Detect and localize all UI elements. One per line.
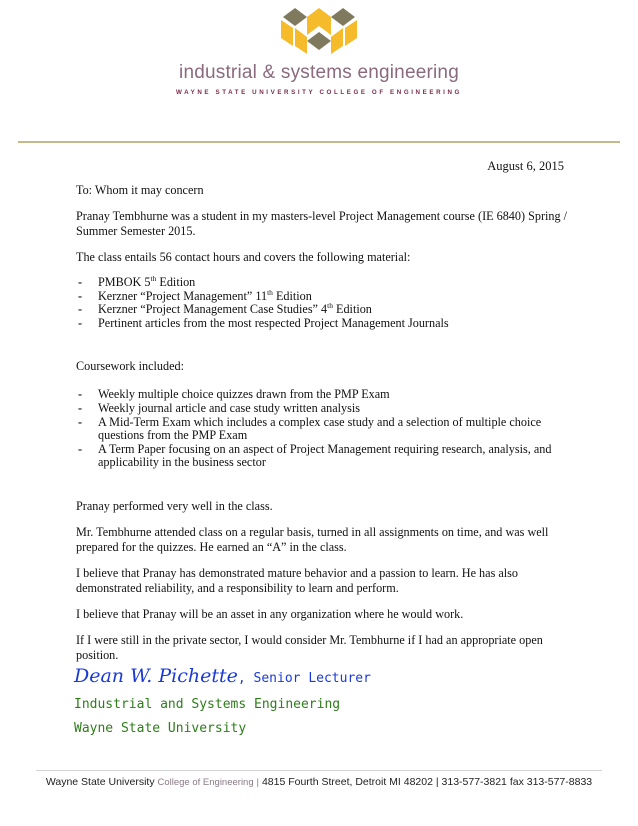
footer-contact: 4815 Fourth Street, Detroit MI 48202 | 313-577-3821 fax 313-577-8833 [261,776,593,788]
footer-org: Wayne State University [45,776,155,788]
list-item: - Kerzner “Project Management” 11th Edition [76,290,571,304]
list-item: - Pertinent articles from the most respected Project Management Journals [76,317,571,331]
salutation: To: Whom it may concern [76,183,204,197]
logo-gold-face-1 [319,8,331,35]
signature-university: Wayne State University [74,721,247,736]
signature-name: Dean W. Pichette [74,665,238,687]
brand-tagline: WAYNE STATE UNIVERSITY COLLEGE OF ENGINEERING [176,89,462,96]
list-item: - Kerzner “Project Management Case Studies” 4th Edition [76,303,571,317]
footer-divider [36,770,602,771]
logo-gold-face-4 [281,20,293,46]
logo-gray-diamond-left [283,8,307,26]
logo-gold-face-3 [295,28,307,54]
header-divider [18,141,620,143]
logo-gray-diamond-right [331,8,355,26]
logo-gold-face-6 [345,20,357,46]
logo-gold-face-5 [331,28,343,54]
list-item: - PMBOK 5th Edition [76,276,571,290]
signature-name-line [74,665,371,687]
signature-title: , Senior Lecturer [237,671,371,686]
performance-paragraph: Pranay performed very well in the class. [76,498,273,513]
list-item: - A Mid-Term Exam which includes a complex case study and a selection of multiple choice questions from the PMP Exam [76,416,571,443]
coursework-heading: Coursework included: [76,359,184,374]
behavior-paragraph: I believe that Pranay has demonstrated mature behavior and a passion to learn. He has also demonstrated reliability, and a responsibility to learn and perform. [76,565,518,595]
letter-body [76,183,571,663]
list-item: - Weekly journal article and case study written analysis [76,402,571,416]
footer-college: College of Engineering [157,777,254,788]
list-item: - Weekly multiple choice quizzes drawn from the PMP Exam [76,388,571,402]
brand-name: industrial & systems engineering [179,62,459,83]
asset-paragraph: I believe that Pranay will be an asset in any organization where he would work. [76,606,464,621]
footer-separator: | [256,777,260,788]
intro-paragraph: Pranay Tembhurne was a student in my masters-level Project Management course (IE 6840) Spring / Summer Semester 2015. [76,209,568,238]
isyse-logo [0,8,638,64]
class-info-paragraph: The class entails 56 contact hours and covers the following material: [76,250,411,264]
letter-date: August 6, 2015 [487,159,564,173]
attendance-paragraph: Mr. Tembhurne attended class on a regular basis, turned in all assignments on time, and was well prepared for the quizzes. He earned an “A” in the class. [76,524,549,554]
signature-department: Industrial and Systems Engineering [74,697,341,712]
cube-logo-icon [267,8,371,64]
logo-gray-diamond-bottom [307,32,331,50]
materials-list [76,273,571,330]
recommendation-paragraph: If I were still in the private sector, I would consider Mr. Tembhurne if I had an appropriate open position. [76,632,543,662]
page-footer [0,776,638,788]
coursework-list [76,388,571,470]
logo-gold-face-2 [307,8,319,35]
list-item: - A Term Paper focusing on an aspect of Project Management requiring research, analysis, and applicability in the business sector [76,443,571,470]
